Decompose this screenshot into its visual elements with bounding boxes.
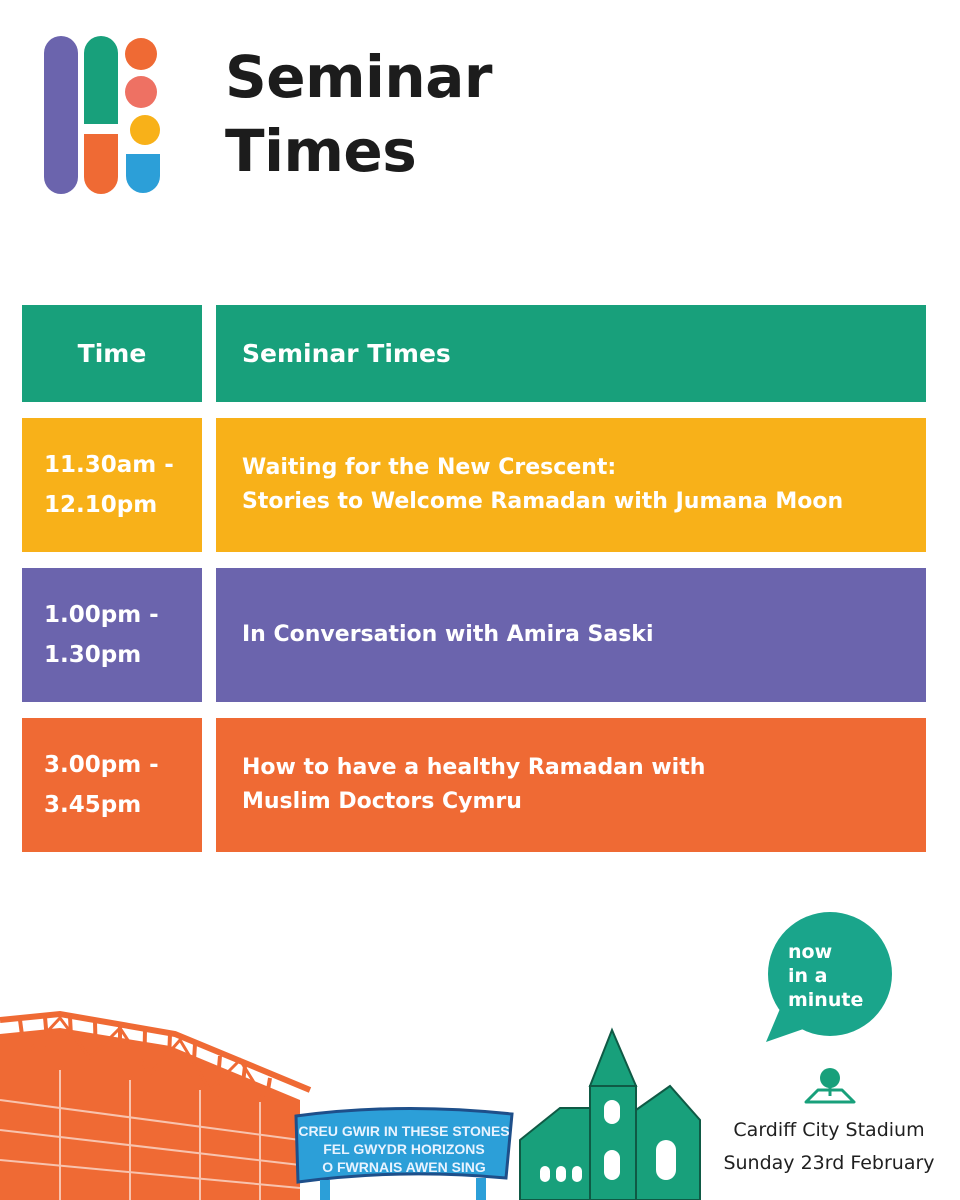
- logo-bar-orange: [84, 134, 118, 194]
- church-illustration: [520, 1030, 700, 1200]
- time-end: 1.30pm: [44, 642, 142, 668]
- venue-name: Cardiff City Stadium: [733, 1119, 925, 1141]
- title-line-2: Times: [225, 117, 417, 185]
- table-row-seminar: [216, 568, 926, 702]
- table-row-seminar: [216, 718, 926, 852]
- seminar-title-line-1: In Conversation with Amira Saski: [242, 622, 654, 647]
- time-start: 11.30am -: [44, 452, 174, 478]
- table-header-time: Time: [22, 305, 202, 402]
- table-row-time: [22, 718, 202, 852]
- time-start: 3.00pm -: [44, 752, 159, 778]
- page-title: [225, 40, 492, 188]
- badge-line-3: minute: [788, 989, 864, 1011]
- stadium-illustration: [0, 1014, 310, 1200]
- seminar-title-line-1: How to have a healthy Ramadan with: [242, 755, 706, 780]
- logo-bar-green: [84, 36, 118, 124]
- cardiff-skyline-illustration: [0, 990, 720, 1200]
- table-row-time: [22, 568, 202, 702]
- badge-line-1: now: [788, 941, 833, 963]
- map-pin-icon: [800, 1066, 860, 1110]
- seminar-title-line-2: Stories to Welcome Ramadan with Jumana Moon: [242, 489, 844, 514]
- logo-dot-orange: [125, 38, 157, 70]
- title-line-1: Seminar: [225, 43, 492, 111]
- time-end: 12.10pm: [44, 492, 158, 518]
- logo-dot-coral: [125, 76, 157, 108]
- brand-logo: [44, 36, 164, 196]
- badge-line-2: in a: [788, 965, 828, 987]
- event-date: Sunday 23rd February: [723, 1152, 935, 1174]
- seminar-title-line-2: Muslim Doctors Cymru: [242, 789, 522, 814]
- table-row-seminar: [216, 418, 926, 552]
- time-end: 3.45pm: [44, 792, 142, 818]
- seminar-title-line-1: Waiting for the New Crescent:: [242, 455, 617, 480]
- table-header-seminar: Seminar Times: [216, 305, 926, 402]
- slate-sign-illustration: [296, 1108, 512, 1200]
- time-start: 1.00pm -: [44, 602, 159, 628]
- sign-text-line-1: CREU GWIR IN THESE STONES: [298, 1123, 510, 1139]
- now-in-a-minute-badge: [788, 940, 888, 1012]
- logo-dot-blue: [126, 154, 160, 193]
- sign-text-line-2: FEL GWYDR HORIZONS: [323, 1141, 485, 1157]
- sign-text-line-3: O FWRNAIS AWEN SING: [322, 1159, 486, 1175]
- logo-dot-yellow: [130, 115, 160, 145]
- venue-info: [718, 1114, 940, 1180]
- table-row-time: [22, 418, 202, 552]
- logo-bar-purple: [44, 36, 78, 194]
